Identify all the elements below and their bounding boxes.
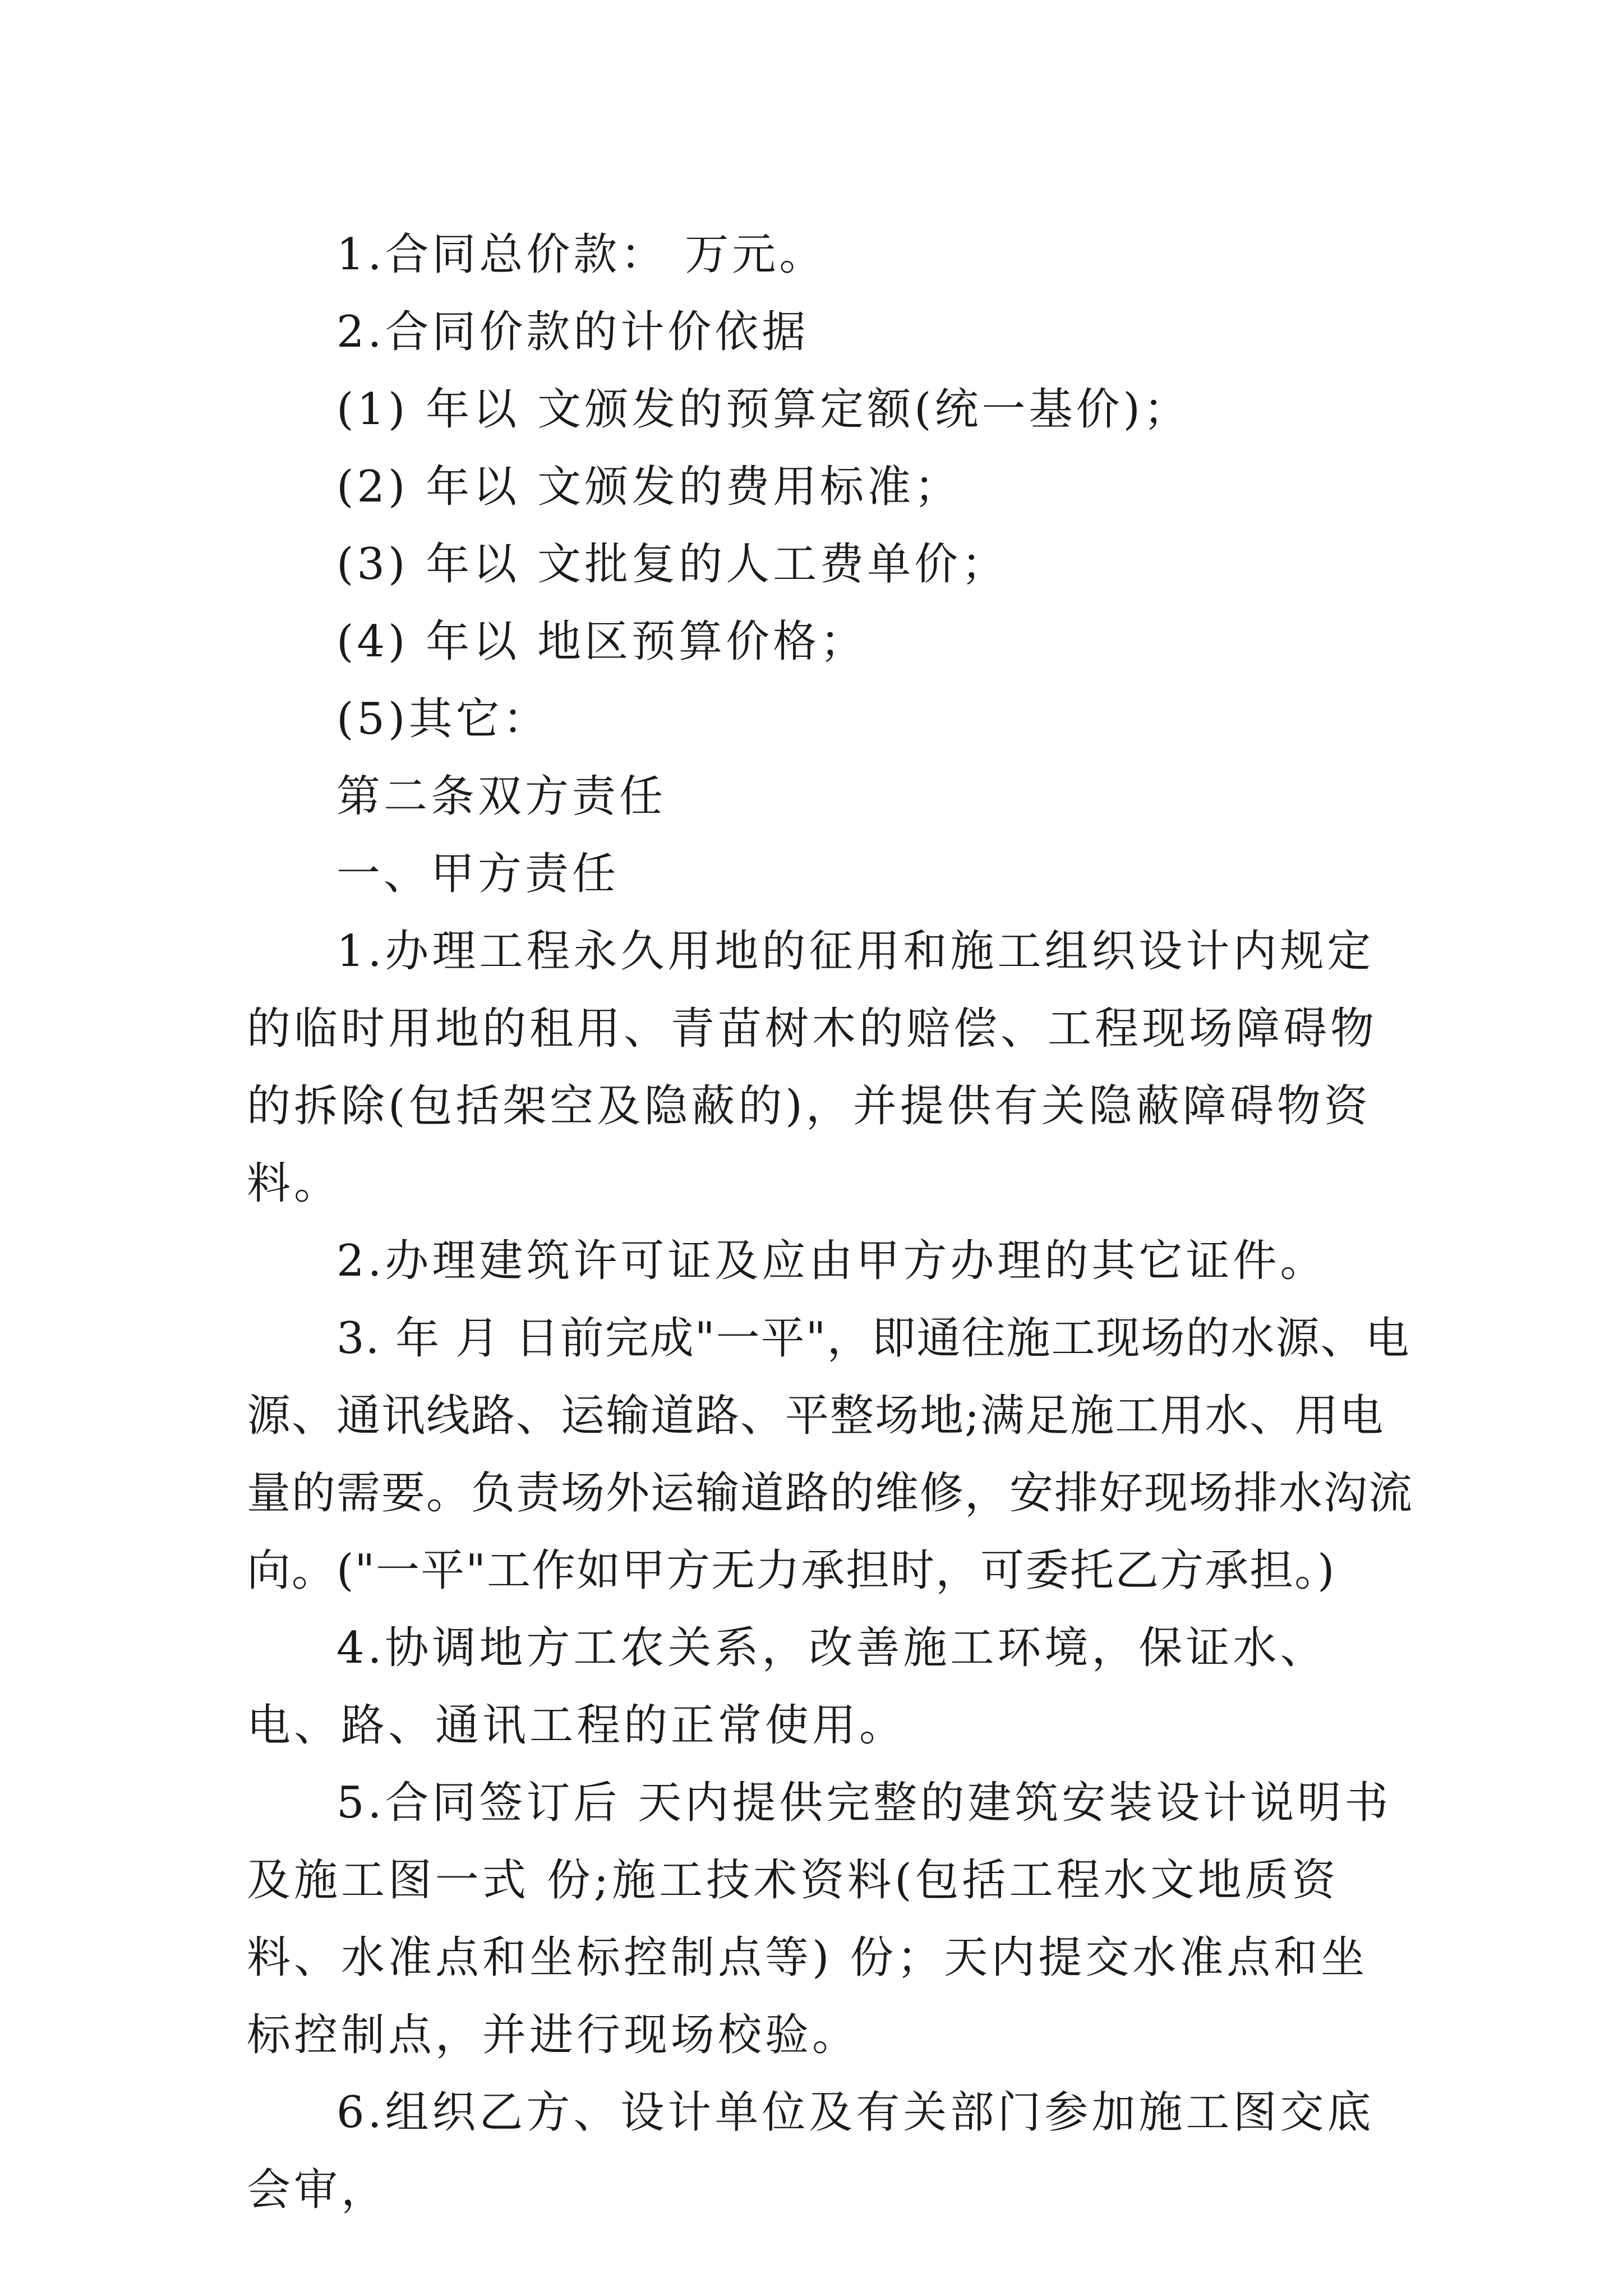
paragraph-total-price: 1.合同总价款： 万元。 (336, 229, 827, 280)
paragraph-basis-item-3: (3) 年以 文批复的人工费单价； (336, 539, 1009, 590)
paragraph-basis-item-5: (5)其它： (336, 694, 550, 744)
paragraph-basis-item-4: (4) 年以 地区预算价格； (336, 616, 868, 667)
paragraph-design-review: 6.组织乙方、设计单位及有关部门参加施工图交底会审， (247, 2087, 1375, 2215)
paragraph-design-documents: 5.合同签订后 天内提供完整的建筑安装设计说明书及施工图一式 份;施工技术资料(包括工程水文地质资料、水准点和坐标控制点等) 份；天内提交水准点和坐标控制点，并进行现场校验。 (247, 1778, 1392, 2060)
paragraph-basis-item-2: (2) 年以 文颁发的费用标准； (336, 462, 962, 512)
section-heading-responsibilities: 第二条双方责任 (336, 771, 667, 822)
paragraph-site-preparation: 3. 年 月 日前完成"一平"，即通往施工现场的水源、电源、通讯线路、运输道路、平整场地;满足施工用水、用电量的需要。负责场外运输道路的维修，安排好现场排水沟流向。("一平"工作如甲方无力承担时，可委托乙方承担。) (247, 1313, 1414, 1596)
paragraph-local-coordination: 4.协调地方工农关系，改善施工环境，保证水、电、路、通讯工程的正常使用。 (247, 1623, 1327, 1751)
document-body (247, 216, 1413, 2229)
paragraph-permits: 2.办理建筑许可证及应由甲方办理的其它证件。 (336, 1236, 1327, 1286)
paragraph-land-acquisition: 1.办理工程永久用地的征用和施工组织设计内规定的临时用地的租用、青苗树木的赔偿、工程现场障碍物的拆除(包括架空及隐蔽的)，并提供有关隐蔽障碍物资料。 (247, 926, 1378, 1209)
paragraph-pricing-basis: 2.合同价款的计价依据 (336, 307, 809, 357)
paragraph-basis-item-1: (1) 年以 文颁发的预算定额(统一基价)； (336, 384, 1191, 435)
subsection-heading-party-a: 一、甲方责任 (336, 849, 620, 899)
